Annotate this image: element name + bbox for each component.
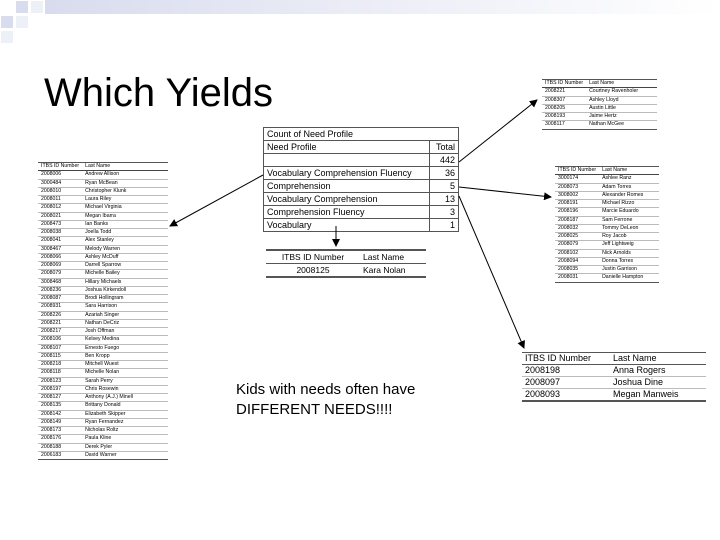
- name-cell: Donna Torres: [599, 257, 659, 265]
- slide-title: Which Yields: [44, 71, 273, 115]
- column-header: ITBS ID Number: [38, 163, 82, 171]
- column-header: Last Name: [599, 167, 659, 175]
- id-cell: 2008218: [38, 361, 82, 369]
- name-cell: Ben Kropp: [82, 352, 168, 360]
- name-cell: Laura Riley: [82, 196, 168, 204]
- name-cell: Joella Todd: [82, 229, 168, 237]
- name-cell: Sarah Perry: [82, 377, 168, 385]
- id-cell: 2008006: [41, 171, 62, 178]
- name-cell: Nicholas Roltz: [82, 427, 168, 435]
- id-cell: 2008205: [542, 104, 586, 112]
- name-cell: Azariah Singer: [82, 311, 168, 319]
- name-cell: Jaime Hertz: [586, 113, 657, 121]
- id-cell: 2008073: [555, 183, 599, 191]
- name-cell: Christopher Klunk: [82, 187, 168, 195]
- pivot-header: Count of Need Profile: [264, 128, 459, 141]
- name-cell: Danielle Hampton: [599, 274, 659, 282]
- id-cell: 2008176: [38, 435, 82, 443]
- name-cell: Roy Jacob: [599, 233, 659, 241]
- id-cell: 2008236: [38, 286, 82, 294]
- id-cell: 2008142: [38, 410, 82, 418]
- id-cell: 2008226: [38, 311, 82, 319]
- id-cell: 2008187: [555, 216, 599, 224]
- id-cell: 2008031: [555, 274, 599, 282]
- id-cell: 2008221: [545, 88, 566, 95]
- id-cell: 2008149: [38, 418, 82, 426]
- name-cell: Kelsey Medina: [82, 336, 168, 344]
- name-cell: Michael Virginia: [82, 204, 168, 212]
- name-cell: Tommy DeLeon: [599, 224, 659, 232]
- id-cell: 2008011: [38, 196, 82, 204]
- id-cell: 2008087: [38, 295, 82, 303]
- id-cell: 2008221: [38, 319, 82, 327]
- name-cell: Jeff Lightweig: [599, 241, 659, 249]
- name-cell: Elizabeth Skipper: [82, 410, 168, 418]
- name-cell: Melody Warren: [82, 245, 168, 253]
- id-cell: 2008094: [555, 257, 599, 265]
- id-cell: 3008468: [38, 278, 82, 286]
- id-cell: 2008307: [542, 96, 586, 104]
- name-cell: Ernesto Fuego: [82, 344, 168, 352]
- id-cell: 2008196: [555, 208, 599, 216]
- id-cell: 2008118: [38, 369, 82, 377]
- name-cell: Ryan McBean: [82, 179, 168, 187]
- id-cell: 2008032: [555, 224, 599, 232]
- id-cell: 2008012: [38, 204, 82, 212]
- arrow-to-left-table: [170, 175, 263, 226]
- id-cell: 3000174: [558, 175, 579, 182]
- id-cell: 2008217: [38, 328, 82, 336]
- id-cell: 2008931: [38, 303, 82, 311]
- name-cell: Michelle Nolan: [82, 369, 168, 377]
- name-cell: Ashley Lloyd: [586, 96, 657, 104]
- id-cell: 2008107: [38, 344, 82, 352]
- name-cell: Justin Garrison: [599, 266, 659, 274]
- name-cell: Michelle Bailey: [82, 270, 168, 278]
- column-header: ITBS ID Number: [266, 250, 360, 264]
- id-cell: 2008473: [38, 220, 82, 228]
- pivot-subheader: Need Profile: [264, 141, 430, 154]
- name-cell: 3: [430, 206, 459, 219]
- id-cell: 2008135: [38, 402, 82, 410]
- pivot-grand-total: 442: [430, 154, 459, 167]
- note-line: DIFFERENT NEEDS!!!!: [236, 401, 393, 418]
- name-cell: 5: [430, 180, 459, 193]
- id-cell: 2008035: [555, 266, 599, 274]
- id-cell: 3000484: [38, 179, 82, 187]
- name-cell: Sam Ferrone: [599, 216, 659, 224]
- column-header: Last Name: [610, 353, 706, 365]
- column-header: Last Name: [360, 250, 426, 264]
- id-cell: 2008127: [38, 394, 82, 402]
- name-cell: Courtney Ravenholer: [589, 88, 639, 95]
- id-cell: 2008066: [38, 253, 82, 261]
- name-cell: Nick Arnolds: [599, 249, 659, 257]
- name-cell: Brittany Donald: [82, 402, 168, 410]
- id-cell: Vocabulary: [264, 219, 430, 232]
- id-cell: Vocabulary Comprehension Fluency: [264, 167, 430, 180]
- id-cell: 2008010: [38, 187, 82, 195]
- id-cell: 2008079: [555, 241, 599, 249]
- name-cell: 1: [430, 219, 459, 232]
- name-cell: Alex Stanley: [82, 237, 168, 245]
- name-cell: Ashley McDuff: [82, 253, 168, 261]
- name-cell: Michael Rizzo: [599, 200, 659, 208]
- id-cell: 2008069: [38, 262, 82, 270]
- id-cell: 2008173: [38, 427, 82, 435]
- name-cell: Sara Harrison: [82, 303, 168, 311]
- id-cell: 2008115: [38, 352, 82, 360]
- id-cell: 2008125: [296, 265, 330, 275]
- name-cell: Joshua Dine: [610, 377, 706, 389]
- id-cell: Comprehension: [264, 180, 430, 193]
- name-cell: 36: [430, 167, 459, 180]
- name-cell: Nathan DeCriz: [82, 319, 168, 327]
- name-cell: Marcie Eduardo: [599, 208, 659, 216]
- id-cell: 2008198: [525, 365, 561, 375]
- name-cell: Paula Kline: [82, 435, 168, 443]
- name-cell: Anna Rogers: [613, 365, 666, 375]
- id-cell: Comprehension Fluency: [264, 206, 430, 219]
- name-cell: Hillary Michaels: [82, 278, 168, 286]
- id-cell: 2008093: [522, 389, 610, 402]
- column-header: ITBS ID Number: [522, 353, 610, 365]
- id-cell: 2008197: [38, 385, 82, 393]
- arrow-to-bottom-right-table: [459, 196, 524, 348]
- name-cell: Nathan McGee: [586, 121, 657, 129]
- name-cell: Josh Offman: [82, 328, 168, 336]
- note-line: Kids with needs often have: [236, 381, 416, 398]
- id-cell: 2008025: [555, 233, 599, 241]
- name-cell: Anthony (A.J.) Minell: [82, 394, 168, 402]
- name-cell: David Warner: [82, 451, 168, 459]
- id-cell: 2006183: [38, 451, 82, 459]
- id-cell: 2008123: [38, 377, 82, 385]
- name-cell: Adam Torres: [599, 183, 659, 191]
- name-cell: Austin Little: [586, 104, 657, 112]
- column-header: Last Name: [82, 163, 168, 171]
- name-cell: Andrew Allison: [85, 171, 120, 178]
- column-header: ITBS ID Number: [542, 80, 586, 88]
- pivot-total-header: Total: [430, 141, 459, 154]
- name-cell: Darrell Sparrow: [82, 262, 168, 270]
- id-cell: 2008041: [38, 237, 82, 245]
- name-cell: Derek Pyler: [82, 443, 168, 451]
- id-cell: 3008117: [542, 121, 586, 129]
- name-cell: Kara Nolan: [363, 265, 406, 275]
- id-cell: 2008193: [542, 113, 586, 121]
- arrow-to-right-table: [459, 187, 551, 197]
- name-cell: Ashlee Ranz: [602, 175, 632, 182]
- name-cell: Ian Banks: [82, 220, 168, 228]
- id-cell: 2008102: [555, 249, 599, 257]
- id-cell: 2008021: [38, 212, 82, 220]
- name-cell: Chris Rosewin: [82, 385, 168, 393]
- id-cell: 2008079: [38, 270, 82, 278]
- name-cell: Brodi Hollingram: [82, 295, 168, 303]
- name-cell: 13: [430, 193, 459, 206]
- id-cell: Vocabulary Comprehension: [264, 193, 430, 206]
- name-cell: Megan Ibarra: [82, 212, 168, 220]
- name-cell: Megan Manweis: [610, 389, 706, 402]
- id-cell: 2008188: [38, 443, 82, 451]
- id-cell: 2008191: [555, 200, 599, 208]
- id-cell: 2008038: [38, 229, 82, 237]
- id-cell: 2008106: [38, 336, 82, 344]
- id-cell: 3008002: [555, 191, 599, 199]
- column-header: Last Name: [586, 80, 657, 88]
- name-cell: Alexander Romes: [599, 191, 659, 199]
- arrow-to-top-right-table: [459, 100, 537, 162]
- name-cell: Joshua Kirkendoll: [82, 286, 168, 294]
- name-cell: Mitchell Wuest: [82, 361, 168, 369]
- column-header: ITBS ID Number: [555, 167, 599, 175]
- name-cell: Ryan Fernandez: [82, 418, 168, 426]
- id-cell: 3008467: [38, 245, 82, 253]
- id-cell: 2008097: [522, 377, 610, 389]
